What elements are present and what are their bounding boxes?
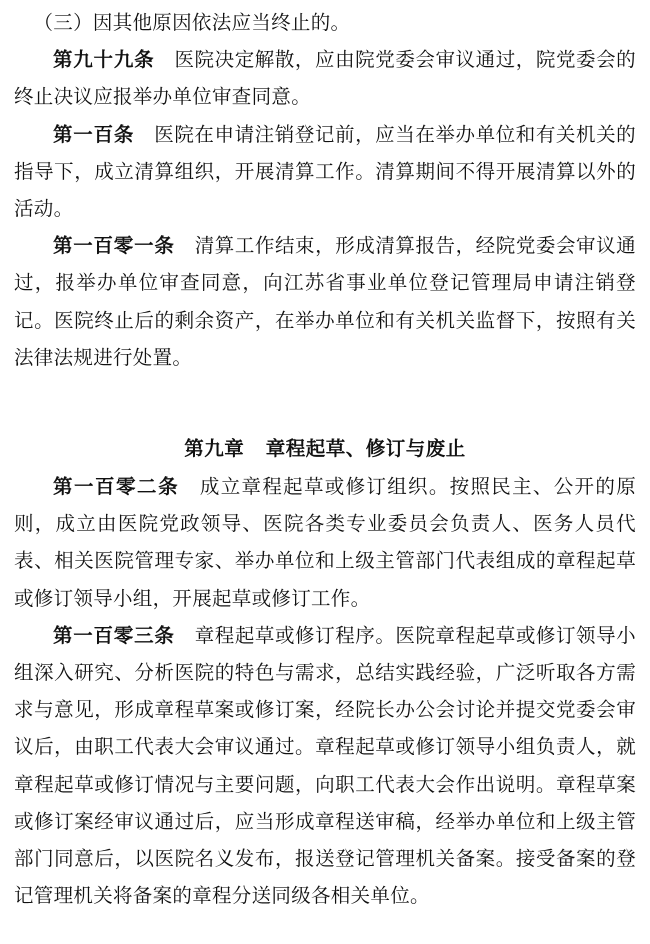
article-text: 成立章程起草或修订组织。按照民主、公开的原则，成立由医院党政领导、医院各类专业委员会负责人、医务人员代表、相关医院管理专家、举办单位和上级主管部门代表组成的章程起草或修订领导小组，开展起草或修订工作。 [14,475,636,610]
chapter-title: 章程起草、修订与废止 [265,437,466,461]
article-text: 医院决定解散，应由院党委会审议通过，院党委会的终止决议应报举办单位审查同意。 [14,48,636,109]
article-heading: 第一百零三条 [53,623,175,647]
article-heading: 第九十九条 [53,48,155,72]
article-text: 清算工作结束，形成清算报告，经院党委会审议通过，报举办单位审查同意，向江苏省事业单位登记管理局申请注销登记。医院终止后的剩余资产，在举办单位和有关机关监督下，按照有关法律法规进行处置。 [14,234,636,369]
article-101 [14,227,636,376]
chapter-number: 第九章 [184,437,245,461]
clause-text: （三）因其他原因依法应当终止的。 [33,11,351,34]
clause-item-3 [14,4,636,41]
article-text: 医院在申请注销登记前，应当在举办单位和有关机关的指导下，成立清算组织，开展清算工作。清算期间不得开展清算以外的活动。 [14,122,636,221]
article-100 [14,116,636,228]
article-heading: 第一百零一条 [53,234,175,258]
article-text: 章程起草或修订程序。医院章程起草或修订领导小组深入研究、分析医院的特色与需求，总结实践经验，广泛听取各方需求与意见，形成章程草案或修订案，经院长办公会讨论并提交党委会审议后，由职工代表大会审议通过。章程起草或修订领导小组负责人，就章程起草或修订情况与主要问题，向职工代表大会作出说明。章程草案或修订案经审议通过后，应当形成章程送审稿，经举办单位和上级主管部门同意后，以医院名义发布，报送登记管理机关备案。接受备案的登记管理机关将备案的章程分送同级各相关单位。 [14,623,636,908]
article-102 [14,468,636,617]
article-103 [14,617,636,915]
article-heading: 第一百零二条 [53,475,180,499]
article-99 [14,41,636,115]
chapter-heading [14,430,636,468]
section-gap [14,376,636,430]
article-heading: 第一百条 [53,122,135,146]
